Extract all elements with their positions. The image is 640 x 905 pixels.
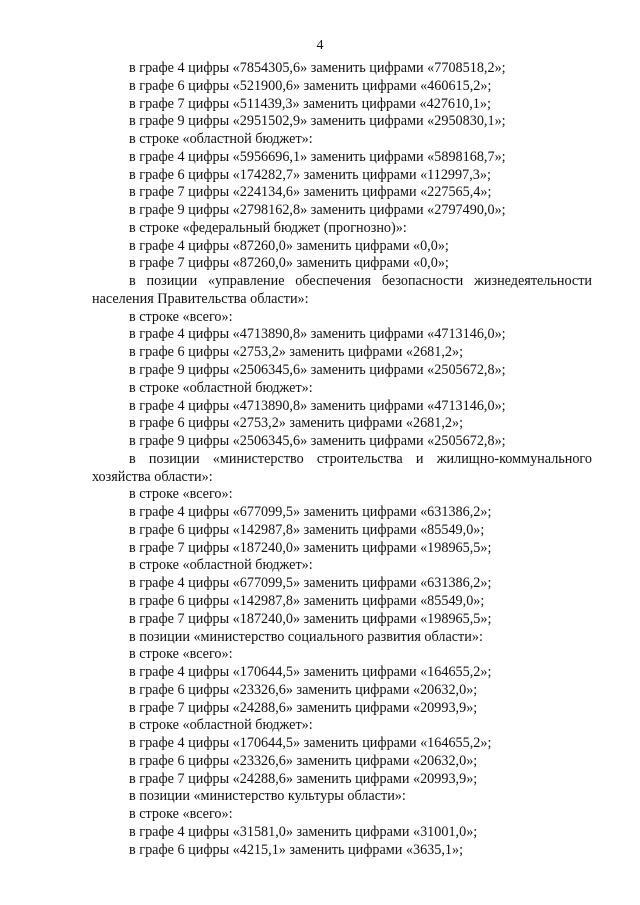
text-line: хозяйства области»: (92, 468, 213, 485)
text-line: в позиции «министерство строительства и жилищно-коммунального (129, 450, 592, 467)
page-number: 4 (316, 38, 324, 53)
text-line: населения Правительства области»: (92, 290, 309, 307)
text-line: в графе 6 цифры «23326,6» заменить цифрами «20632,0»; (129, 681, 478, 698)
text-line: в графе 4 цифры «170644,5» заменить цифрами «164655,2»; (129, 664, 492, 681)
text-line: в графе 4 цифры «170644,5» заменить цифрами «164655,2»; (129, 735, 492, 752)
text-line: в графе 6 цифры «142987,8» заменить цифрами «85549,0»; (129, 592, 485, 609)
text-line: в графе 7 цифры «24288,6» заменить цифрами «20993,9»; (129, 770, 478, 787)
text-line: в графе 4 цифры «4713890,8» заменить цифрами «4713146,0»; (129, 397, 506, 414)
document-body (92, 60, 592, 859)
text-line: в строке «областной бюджет»: (129, 379, 313, 396)
text-line: в строке «всего»: (129, 308, 233, 325)
text-line: в строке «федеральный бюджет (прогнозно)»: (129, 219, 407, 236)
text-line: в графе 9 цифры «2798162,8» заменить цифрами «2797490,0»; (129, 202, 506, 219)
text-line: в графе 4 цифры «677099,5» заменить цифрами «631386,2»; (129, 504, 492, 521)
text-line: в графе 9 цифры «2951502,9» заменить цифрами «2950830,1»; (129, 113, 506, 130)
text-line: в строке «всего»: (129, 806, 233, 823)
text-line: в графе 7 цифры «511439,3» заменить цифрами «427610,1»; (129, 95, 491, 112)
text-line: в графе 7 цифры «224134,6» заменить цифрами «227565,4»; (129, 184, 492, 201)
text-line: в строке «всего»: (129, 486, 233, 503)
text-line: в позиции «управление обеспечения безопасности жизнедеятельности (129, 273, 592, 290)
text-line: в графе 9 цифры «2506345,6» заменить цифрами «2505672,8»; (129, 362, 506, 379)
text-line: в графе 7 цифры «87260,0» заменить цифрами «0,0»; (129, 255, 449, 272)
text-line: в графе 4 цифры «677099,5» заменить цифрами «631386,2»; (129, 575, 492, 592)
text-line: в строке «всего»: (129, 646, 233, 663)
text-line: в графе 6 цифры «2753,2» заменить цифрами «2681,2»; (129, 344, 464, 361)
text-line: в строке «областной бюджет»: (129, 557, 313, 574)
text-line: в строке «областной бюджет»: (129, 717, 313, 734)
text-line: в графе 7 цифры «187240,0» заменить цифрами «198965,5»; (129, 610, 492, 627)
text-line: в графе 6 цифры «23326,6» заменить цифрами «20632,0»; (129, 752, 478, 769)
text-line: в графе 6 цифры «4215,1» заменить цифрами «3635,1»; (129, 841, 464, 858)
text-line: в графе 4 цифры «31581,0» заменить цифрами «31001,0»; (129, 823, 478, 840)
text-line: в позиции «министерство социального развития области»: (129, 628, 483, 645)
text-line: в графе 4 цифры «87260,0» заменить цифрами «0,0»; (129, 237, 449, 254)
text-line: в графе 7 цифры «24288,6» заменить цифрами «20993,9»; (129, 699, 478, 716)
text-line: в графе 6 цифры «2753,2» заменить цифрами «2681,2»; (129, 415, 464, 432)
text-line: в строке «областной бюджет»: (129, 131, 313, 148)
text-line: в графе 6 цифры «174282,7» заменить цифрами «112997,3»; (129, 166, 491, 183)
text-line: в графе 4 цифры «7854305,6» заменить цифрами «7708518,2»; (129, 60, 506, 76)
text-line: в графе 4 цифры «4713890,8» заменить цифрами «4713146,0»; (129, 326, 506, 343)
text-line: в графе 9 цифры «2506345,6» заменить цифрами «2505672,8»; (129, 433, 506, 450)
text-line: в графе 4 цифры «5956696,1» заменить цифрами «5898168,7»; (129, 148, 506, 165)
text-line: в графе 7 цифры «187240,0» заменить цифрами «198965,5»; (129, 539, 492, 556)
text-line: в графе 6 цифры «521900,6» заменить цифрами «460615,2»; (129, 77, 492, 94)
text-line: в графе 6 цифры «142987,8» заменить цифрами «85549,0»; (129, 521, 485, 538)
text-line: в позиции «министерство культуры области»: (129, 788, 406, 805)
